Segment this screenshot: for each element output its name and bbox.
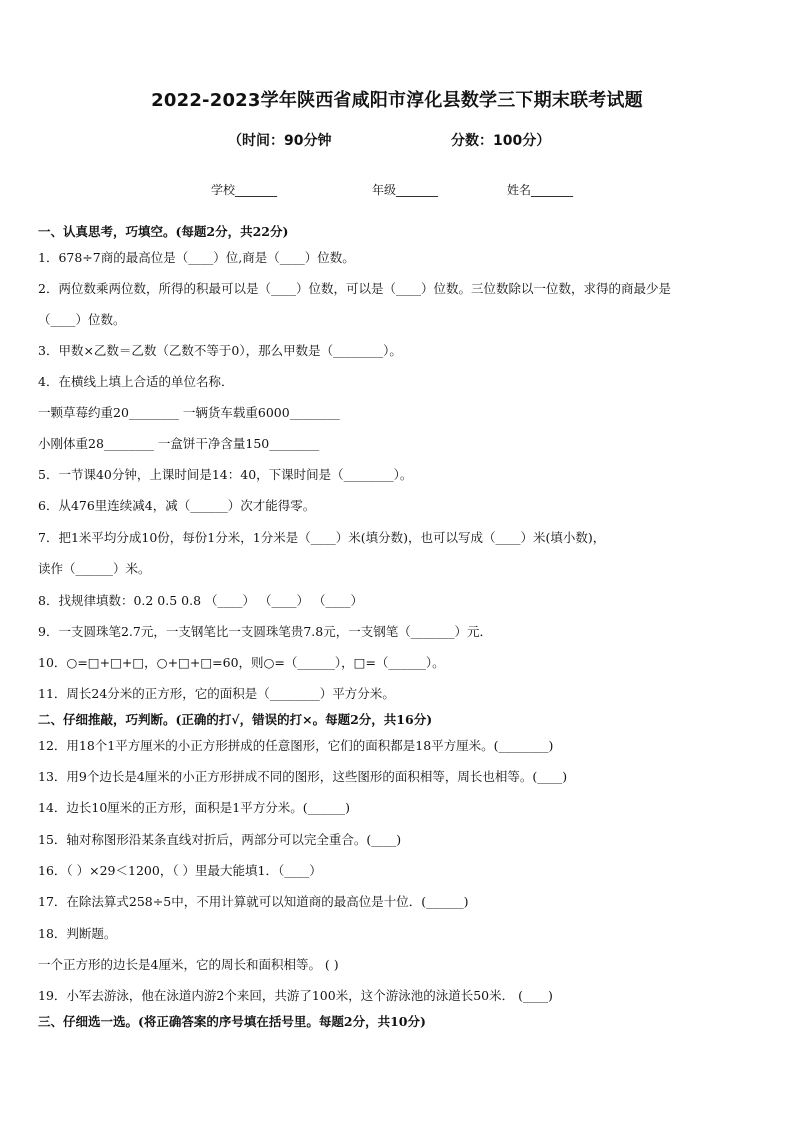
question-line: 17．在除法算式258÷5中，不用计算就可以知道商的最高位是十位．(______): [38, 894, 469, 909]
name-field[interactable]: 姓名_______: [507, 183, 574, 197]
question-line: 5．一节课40分钟，上课时间是14：40，下课时间是（________）。: [38, 467, 413, 482]
question-line: 读作（______）米。: [38, 561, 151, 576]
question-line: 1．678÷7商的最高位是（____）位,商是（____）位数。: [38, 250, 355, 265]
question-line: 9．一支圆珠笔2.7元，一支钢笔比一支圆珠笔贵7.8元，一支钢笔（_______）元．: [38, 624, 492, 639]
question-line: 一颗草莓约重20________ 一辆货车载重6000________: [38, 405, 340, 420]
question-line: （____）位数。: [38, 312, 126, 327]
question-line: 15．轴对称图形沿某条直线对折后，两部分可以完全重合。(____): [38, 832, 402, 847]
question-line: 6．从476里连续减4，减（______）次才能得零。: [38, 498, 316, 513]
school-field[interactable]: 学校_______: [211, 183, 278, 197]
page-title: 2022-2023学年陕西省咸阳市淳化县数学三下期末联考试题: [151, 90, 643, 111]
question-line: 19．小军去游泳，他在泳道内游2个来回，共游了100米，这个游泳池的泳道长50米． (____): [38, 988, 553, 1003]
section-heading: 二、仔细推敲，巧判断。(正确的打√，错误的打×。每题2分，共16分): [38, 712, 433, 727]
exam-score: 分数：100分）: [451, 133, 551, 149]
question-line: 3．甲数×乙数＝乙数（乙数不等于0），那么甲数是（________）。: [38, 343, 402, 358]
question-line: 11．周长24分米的正方形，它的面积是（________）平方分米。: [38, 686, 395, 701]
question-line: 14．边长10厘米的正方形，面积是1平方分米。(______): [38, 800, 351, 815]
question-line: 10．○=□+□+□，○+□+□=60，则○=（______），□=（______）。: [38, 655, 445, 670]
section-heading: 三、仔细选一选。(将正确答案的序号填在括号里。每题2分，共10分): [38, 1014, 426, 1029]
question-line: 小刚体重28________ 一盒饼干净含量150________: [38, 436, 320, 451]
question-line: 4．在横线上填上合适的单位名称．: [38, 374, 234, 389]
exam-meta: [0, 130, 794, 152]
question-line: 13．用9个边长是4厘米的小正方形拼成不同的图形，这些图形的面积相等，周长也相等。(____): [38, 769, 568, 784]
question-line: 7．把1米平均分成10份，每份1分米，1分米是（____）米(填分数)，也可以写成（____）米(填小数)，: [38, 530, 606, 545]
section-heading: 一、认真思考，巧填空。(每题2分，共22分): [38, 224, 289, 239]
question-line: 一个正方形的边长是4厘米，它的周长和面积相等。 ( ): [38, 957, 339, 972]
question-line: 18．判断题。: [38, 926, 117, 941]
question-line: 8．找规律填数：0.2 0.5 0.8 （____） （____） （____）: [38, 593, 363, 608]
question-line: 2．两位数乘两位数，所得的积最可以是（____）位数，可以是（____）位数。三位数除以一位数，求得的商最少是: [38, 281, 671, 296]
question-line: 12．用18个1平方厘米的小正方形拼成的任意图形，它们的面积都是18平方厘米。(________): [38, 738, 554, 753]
exam-time: （时间：90分钟: [228, 133, 332, 149]
grade-field[interactable]: 年级_______: [372, 183, 439, 197]
question-line: 16．（ ）×29＜1200，（ ）里最大能填1．（____）: [38, 863, 322, 878]
